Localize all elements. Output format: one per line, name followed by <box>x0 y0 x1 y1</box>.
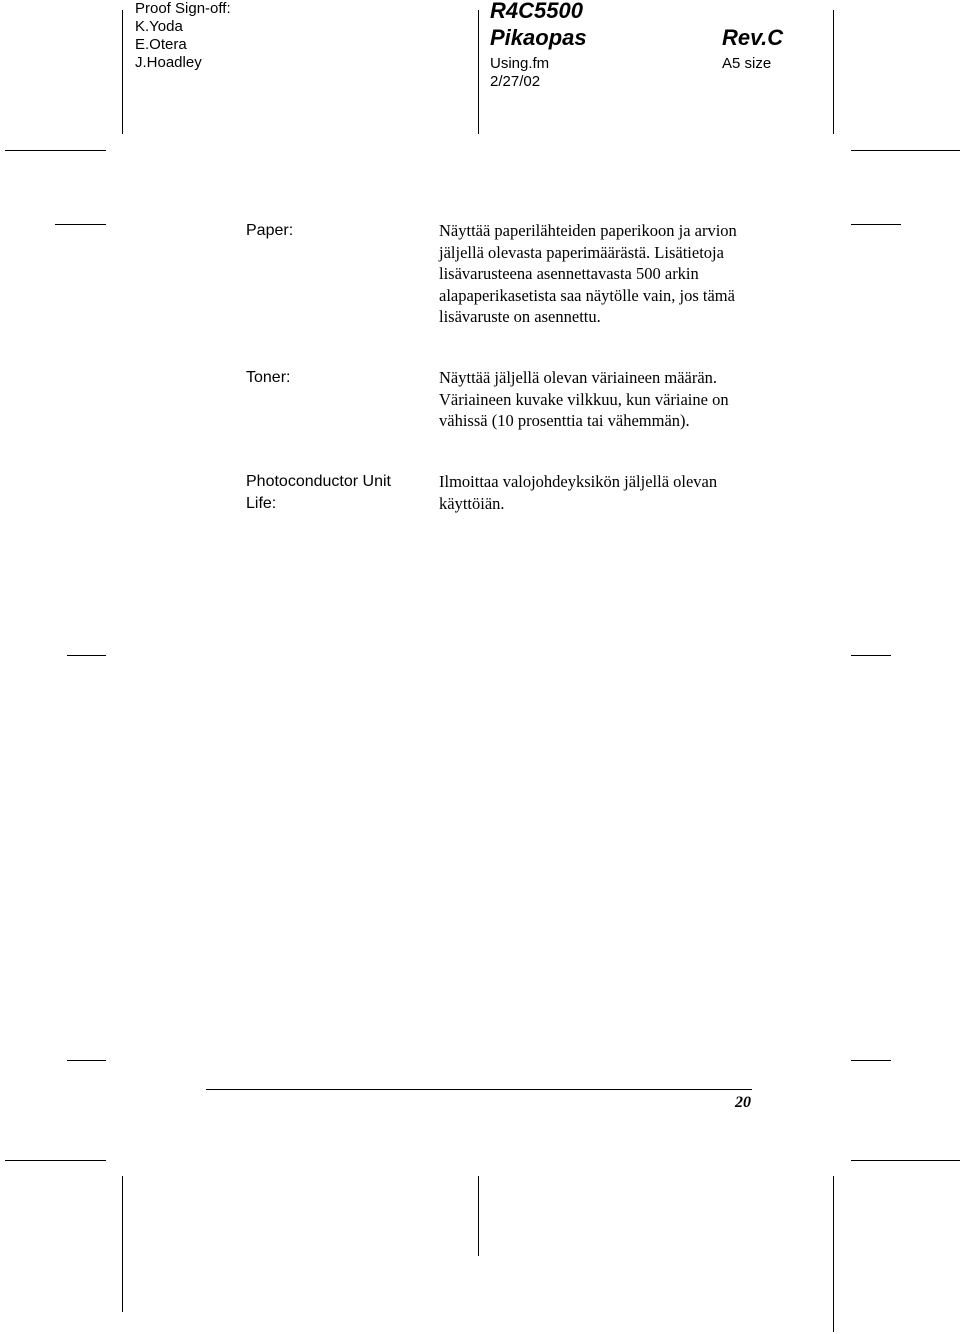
definition-term: Toner: <box>246 369 291 386</box>
signoff-title: Proof Sign-off: <box>135 0 231 17</box>
crop-mark <box>833 10 834 134</box>
revision-label: Rev.C <box>722 25 784 50</box>
page-size-label: A5 size <box>722 55 772 72</box>
file-name: Using.fm <box>490 55 550 72</box>
signer-name: K.Yoda <box>135 18 183 35</box>
trim-mark <box>851 224 901 225</box>
document-date: 2/27/02 <box>490 73 541 90</box>
crop-mark <box>122 10 123 134</box>
trim-mark <box>851 1060 891 1061</box>
signer-name: E.Otera <box>135 36 187 53</box>
crop-mark <box>478 1176 479 1256</box>
definition-term: Photoconductor Unit Life: <box>246 473 391 512</box>
trim-mark <box>67 655 106 656</box>
crop-mark <box>478 10 479 134</box>
crop-mark <box>122 1176 123 1312</box>
crop-mark <box>833 1176 834 1332</box>
crop-mark <box>851 150 960 151</box>
footer-rule <box>206 1089 752 1090</box>
trim-mark <box>55 224 106 225</box>
page-number: 20 <box>735 1094 751 1111</box>
trim-mark <box>851 655 891 656</box>
crop-mark <box>5 1160 106 1161</box>
document-title: Pikaopas <box>490 25 587 50</box>
trim-mark <box>67 1060 106 1061</box>
signer-name: J.Hoadley <box>135 54 202 71</box>
model-number: R4C5500 <box>490 0 583 23</box>
definition-description: Näyttää jäljellä olevan väriaineen määrän. Väriaineen kuvake vilkkuu, kun väriaine on vähissä (10 prosenttia tai vähemmän). <box>439 368 729 430</box>
definition-description: Näyttää paperilähteiden paperikoon ja arvion jäljellä olevasta paperimäärästä. Lisätietoja lisävarusteena asennettavasta 500 arkin alapaperikasetista saa näytölle vain, jos tämä lisävaruste on asennettu. <box>439 221 737 326</box>
definition-description: Ilmoittaa valojohdeyksikön jäljellä olevan käyttöiän. <box>439 472 718 513</box>
crop-mark <box>851 1160 960 1161</box>
proof-signoff-block <box>135 0 231 72</box>
crop-mark <box>5 150 106 151</box>
definition-term: Paper: <box>246 222 294 239</box>
